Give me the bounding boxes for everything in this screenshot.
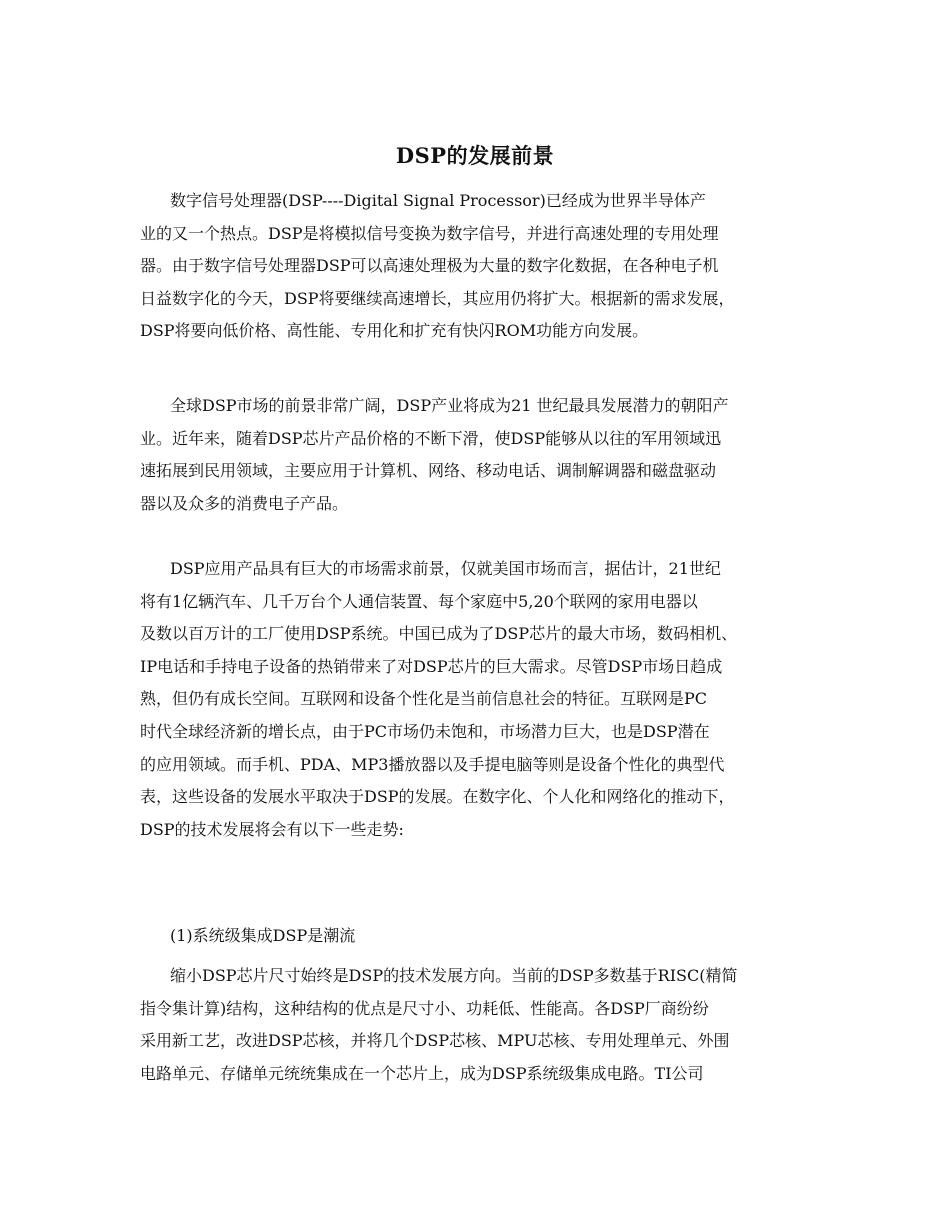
text-line: 缩小DSP芯片尺寸始终是DSP的技术发展方向。当前的DSP多数基于RISC(精简 (170, 966, 738, 985)
text-line: 指令集计算)结构，这种结构的优点是尺寸小、功耗低、性能高。各DSP厂商纷纷 (140, 998, 709, 1018)
section-heading (140, 920, 830, 953)
text-line: 表，这些设备的发展水平取决于DSP的发展。在数字化、个人化和网络化的推动下， (140, 787, 735, 807)
paragraph-demand (140, 553, 830, 846)
document-title: DSP的发展前景 (395, 143, 555, 168)
paragraph-intro (140, 185, 830, 348)
text-line: 采用新工艺，改进DSP芯核，并将几个DSP芯核、MPU芯核、专用处理单元、外围 (140, 1031, 730, 1051)
text-line: 全球DSP市场的前景非常广阔，DSP产业将成为21 世纪最具发展潜力的朝阳产 (170, 396, 729, 415)
text-line: 器。由于数字信号处理器DSP可以高速处理极为大量的数字化数据，在各种电子机 (140, 256, 719, 276)
text-line: DSP应用产品具有巨大的市场需求前景，仅就美国市场而言，据估计，21世纪 (170, 559, 721, 578)
text-line: 将有1亿辆汽车、几千万台个人通信装置、每个家庭中5,20个联网的家用电器以 (140, 591, 698, 611)
text-line: DSP的技术发展将会有以下一些走势: (140, 819, 404, 839)
text-line: 业的又一个热点。DSP是将模拟信号变换为数字信号，并进行高速处理的专用处理 (140, 223, 719, 243)
paragraph-global-market (140, 390, 830, 520)
text-line: (1)系统级集成DSP是潮流 (170, 926, 356, 945)
text-line: 及数以百万计的工厂使用DSP系统。中国已成为了DSP芯片的最大市场，数码相机、 (140, 624, 738, 644)
text-line: DSP将要向低价格、高性能、专用化和扩充有快闪ROM功能方向发展。 (140, 321, 649, 341)
text-line: 时代全球经济新的增长点，由于PC市场仍未饱和，市场潜力巨大，也是DSP潜在 (140, 721, 710, 741)
text-line: 速拓展到民用领域，主要应用于计算机、网络、移动电话、调制解调器和磁盘驱动 (140, 461, 717, 481)
text-line: 电路单元、存储单元统统集成在一个芯片上，成为DSP系统级集成电路。TI公司 (140, 1063, 704, 1083)
text-line: 的应用领域。而手机、PDA、MP3播放器以及手提电脑等则是设备个性化的典型代 (140, 754, 725, 774)
text-line: 日益数字化的今天，DSP将要继续高速增长，其应用仍将扩大。根据新的需求发展， (140, 288, 735, 308)
text-line: 器以及众多的消费电子产品。 (140, 493, 349, 513)
paragraph-system-integration (140, 960, 830, 1090)
text-line: 熟，但仍有成长空间。互联网和设备个性化是当前信息社会的特征。互联网是PC (140, 689, 708, 709)
text-line: IP电话和手持电子设备的热销带来了对DSP芯片的巨大需求。尽管DSP市场日趋成 (140, 656, 723, 676)
text-line: 数字信号处理器(DSP----Digital Signal Processor)已经成为世界半导体产 (170, 191, 706, 210)
text-line: 业。近年来，随着DSP芯片产品价格的不断下滑，使DSP能够从以往的军用领域迅 (140, 428, 722, 448)
